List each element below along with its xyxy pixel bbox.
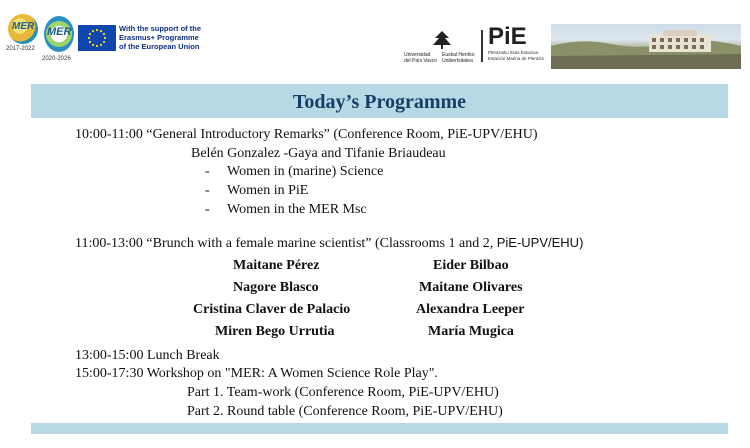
eu-support-text — [119, 24, 201, 51]
scientist-name: María Mugica — [428, 324, 514, 339]
session-time: 11:00-13:00 — [75, 236, 143, 251]
list-item: - Women in (marine) Science — [205, 164, 384, 179]
eu-flag-icon — [78, 25, 116, 51]
marine-station-photo — [551, 24, 741, 69]
session-location: PiE-UPV/EHU) — [496, 235, 584, 250]
scientist-name: Cristina Claver de Palacio — [193, 302, 351, 317]
pie-logo-sub-1: Plentziako Itsas Estazioa — [488, 50, 539, 55]
mer-logo-text: MER — [47, 26, 72, 38]
pie-logo — [488, 24, 544, 61]
session-brunch — [75, 234, 583, 252]
workshop-part: Part 2. Round table (Conference Room, PiE-UPV/EHU) — [187, 404, 503, 419]
session-text: Workshop on "MER: A Women Science Role Play". — [146, 366, 438, 381]
scientist-name: Maitane Olivares — [419, 280, 523, 295]
page-title: Today’s Programme — [292, 91, 467, 113]
scientist-name: Eider Bilbao — [433, 258, 509, 273]
session-text: “Brunch with a female marine scientist” (Classrooms 1 and 2, — [146, 236, 497, 251]
list-item: - Women in the MER Msc — [205, 202, 367, 217]
session-text: “General Introductory Remarks” (Conference Room, PiE-UPV/EHU) — [146, 127, 538, 142]
scientist-name: Alexandra Leeper — [416, 302, 525, 317]
session-time: 15:00-17:30 — [75, 366, 144, 381]
session-lunch — [75, 347, 220, 364]
session-text: Lunch Break — [146, 348, 220, 363]
session-workshop — [75, 365, 438, 382]
mer-logo-years: 2017-2022 — [6, 46, 35, 52]
upv-ehu-logo — [404, 30, 478, 68]
scientist-name: Maitane Pérez — [233, 258, 320, 273]
mer-logo-text: MER — [12, 21, 35, 32]
title-bar — [31, 84, 728, 118]
session-time: 10:00-11:00 — [75, 127, 143, 142]
eu-line-3: of the European Union — [119, 42, 200, 51]
scientist-name: Nagore Blasco — [233, 280, 319, 295]
upv-tree-icon — [431, 30, 453, 50]
workshop-part: Part 1. Team-work (Conference Room, PiE-UPV/EHU) — [187, 385, 499, 400]
mer-logo-2020 — [42, 16, 76, 64]
upv-label-right: Euskal Herriko Unibertsitatea — [442, 52, 475, 64]
upv-label-left: Universidad del País Vasco — [404, 52, 437, 64]
pie-logo-text: PiE — [488, 23, 527, 50]
session-general-remarks — [75, 126, 538, 143]
bottom-bar — [31, 423, 728, 434]
session-speakers: Belén Gonzalez -Gaya and Tifanie Briaudeau — [191, 146, 446, 161]
mer-logo-2017 — [6, 14, 42, 56]
logo-divider — [481, 30, 483, 62]
mer-logo-years: 2020-2026 — [42, 56, 71, 62]
scientist-name: Miren Bego Urrutia — [215, 324, 335, 339]
pie-logo-sub-2: Estación Marina de Plentzia — [488, 55, 544, 61]
eu-line-1: With the support of the — [119, 24, 202, 33]
session-time: 13:00-15:00 — [75, 348, 144, 363]
list-item: - Women in PiE — [205, 183, 309, 198]
eu-line-2: Erasmus+ Programme — [119, 33, 199, 42]
